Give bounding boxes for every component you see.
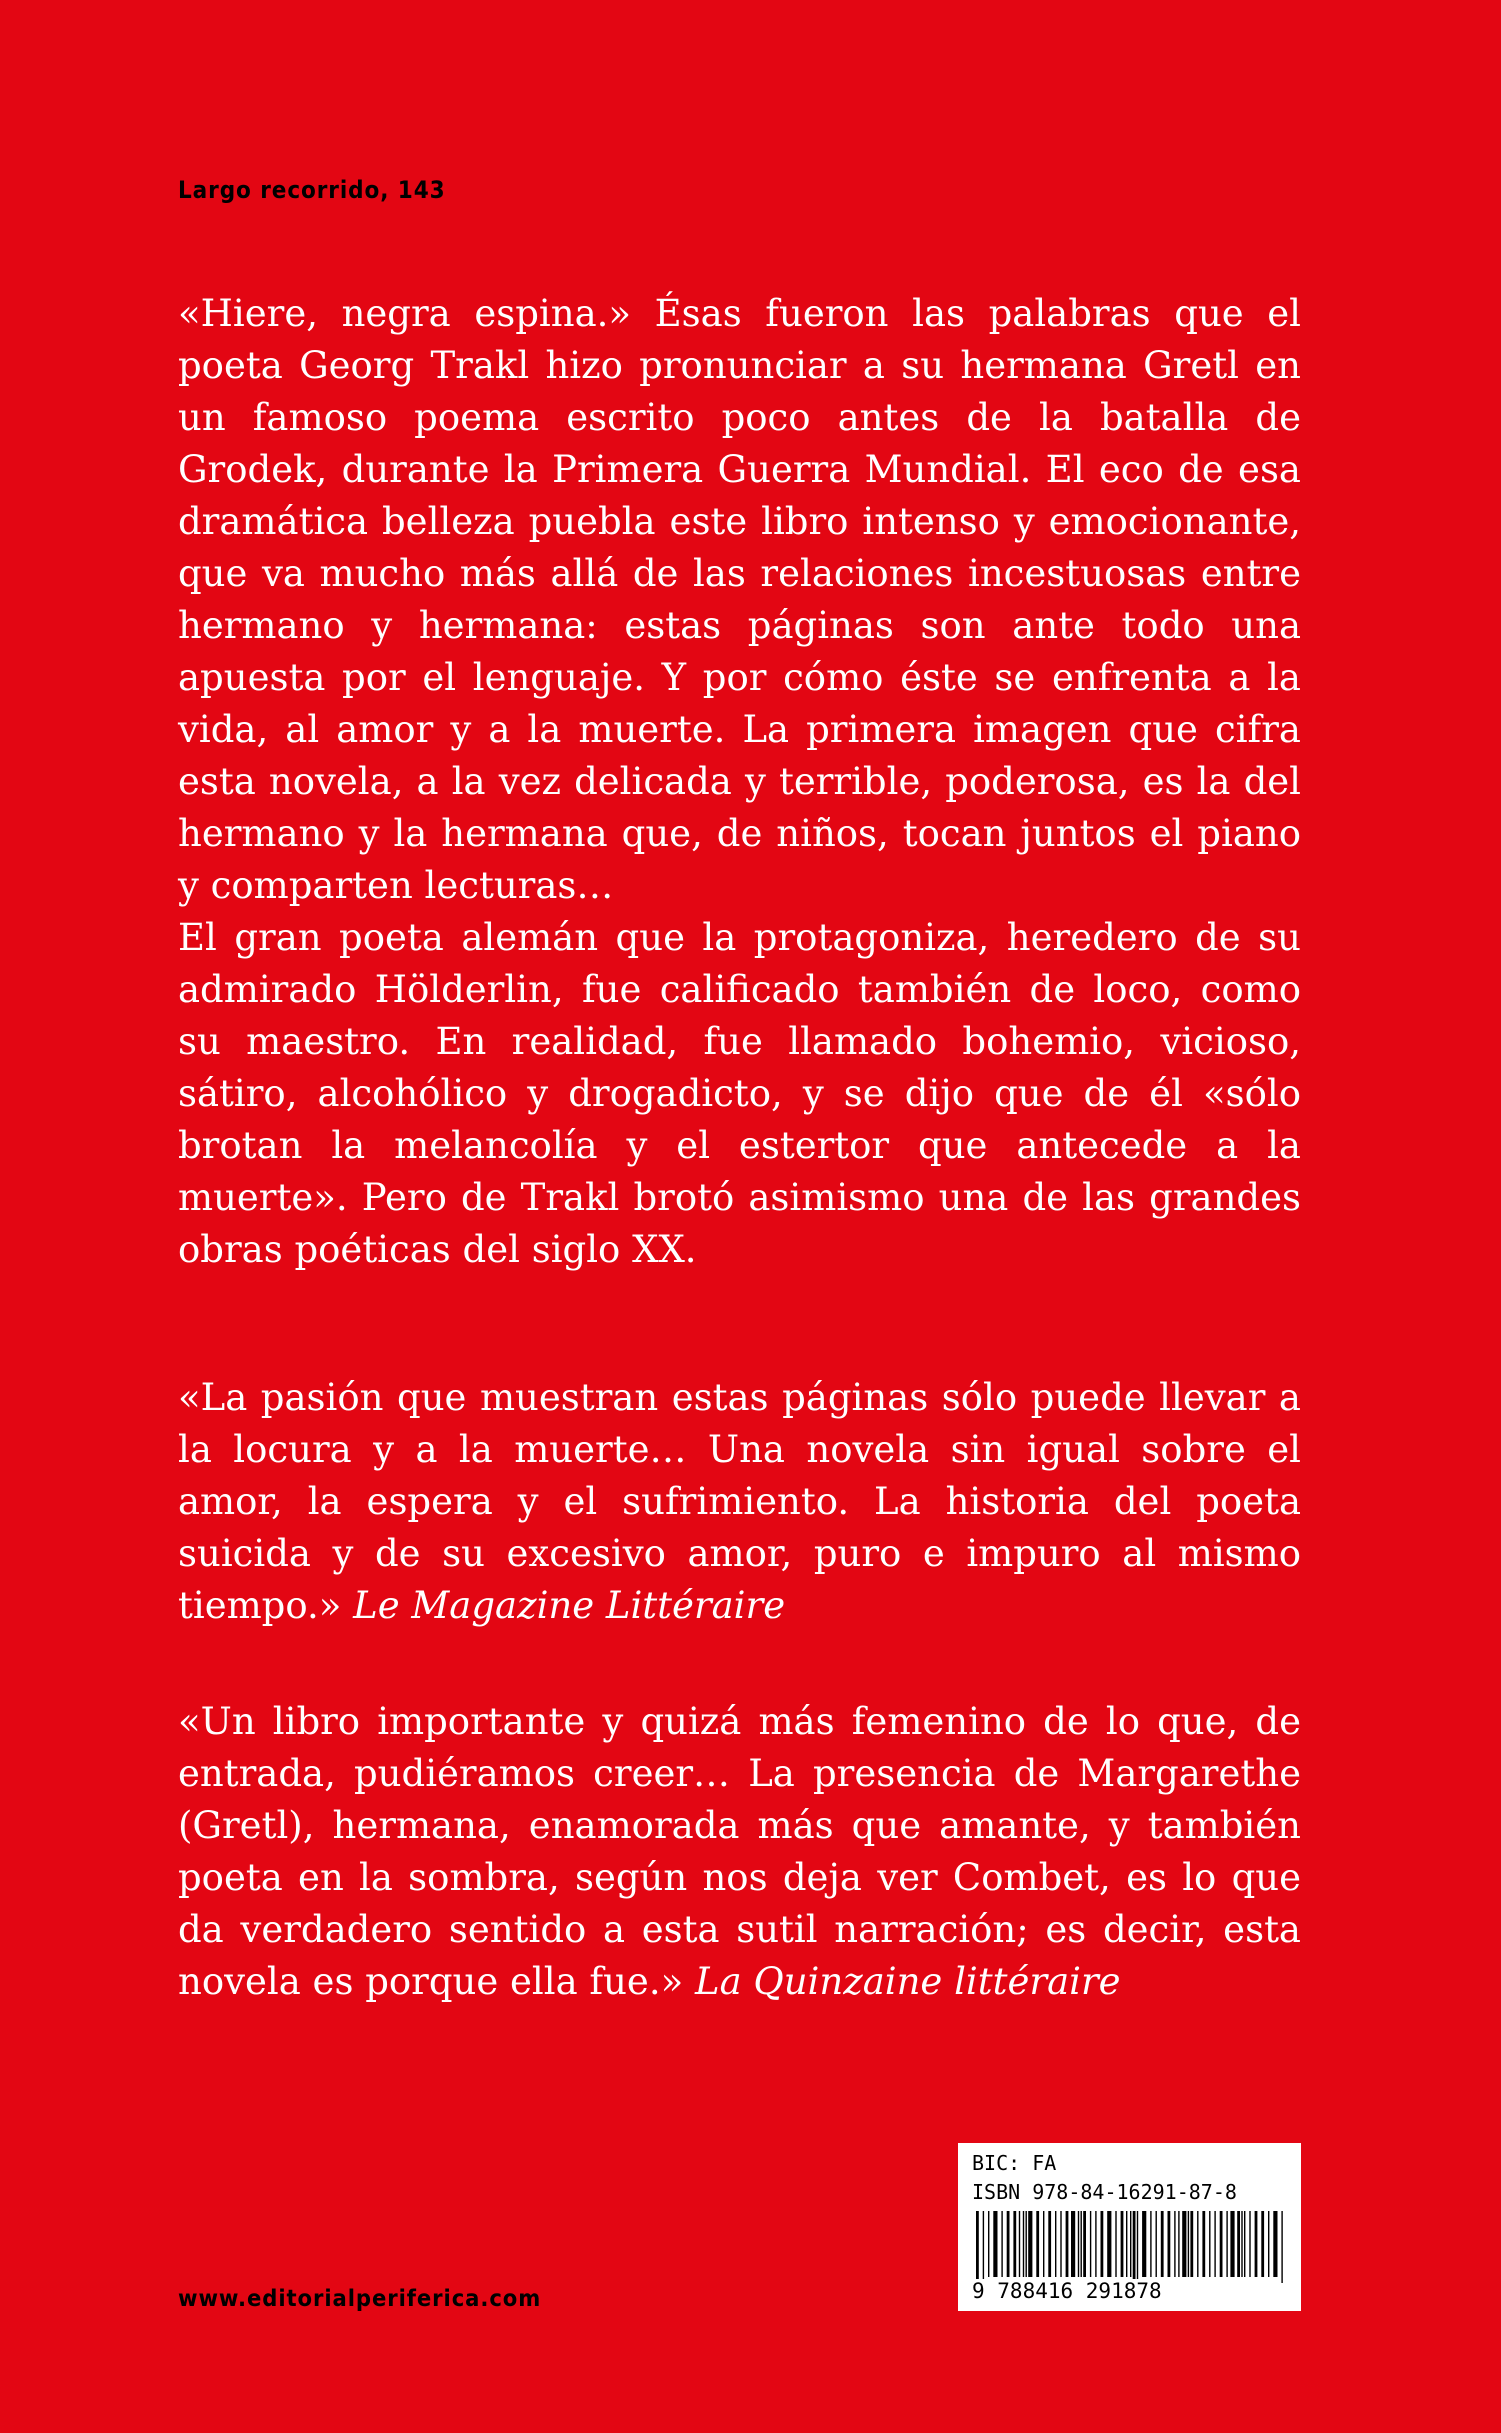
barcode-bar: [1261, 2211, 1264, 2277]
barcode-block: [958, 2143, 1301, 2311]
barcode-bar: [1237, 2211, 1240, 2277]
barcode-bar: [1281, 2211, 1282, 2283]
barcode-bar: [983, 2211, 984, 2283]
barcode-bar: [1007, 2211, 1010, 2277]
review-quote-2: [178, 1696, 1301, 2008]
barcode-bar: [1268, 2211, 1269, 2277]
review-quote-text: «Un libro importante y quizá más femenino de lo que, de entrada, pudiéramos creer… La presencia de Margarethe (Gretl), hermana, enamorada más que amante, y también poeta en la sombra, según nos deja ver Combet, es lo que da verdadero sentido a esta sutil narración; es decir, esta novela es porque ella fue.»: [178, 1700, 1301, 2003]
barcode-bar: [1066, 2211, 1069, 2277]
barcode-bar: [1083, 2211, 1086, 2277]
barcode-bar: [1156, 2211, 1157, 2277]
barcode-bar: [976, 2211, 979, 2283]
barcode-bar: [1107, 2211, 1111, 2277]
barcode-bar: [1174, 2211, 1175, 2277]
barcode-bar: [1126, 2211, 1127, 2277]
barcode-bar: [1178, 2211, 1179, 2277]
barcode-bar: [1220, 2211, 1223, 2277]
barcode-bar: [1188, 2211, 1189, 2277]
barcode-bar: [1036, 2211, 1039, 2277]
barcode-bar: [1249, 2211, 1250, 2277]
barcode-bar: [1142, 2211, 1146, 2277]
review-quote-1: [178, 1372, 1301, 1632]
barcode-bar: [1214, 2211, 1215, 2277]
blurb-paragraph-1: «Hiere, negra espina.» Ésas fueron las palabras que el poeta Georg Trakl hizo pronunciar a su hermana Gretl en un famoso poema escrito poco antes de la batalla de Grodek, durante la Primera Guerra Mundial. El eco de esa dramática belleza puebla este libro intenso y emocionante, que va mucho más allá de las relaciones incestuosas entre hermano y hermana: estas páginas son ante todo una apuesta por el lenguaje. Y por cómo éste se enfrenta a la vida, al amor y a la muerte. La primera imagen que cifra esta novela, a la vez delicada y terrible, poderosa, es la del hermano y la hermana que, de niños, tocan juntos el piano y comparten lecturas…: [178, 292, 1301, 907]
barcode-bar: [1043, 2211, 1044, 2277]
series-label: Largo recorrido, 143: [178, 176, 446, 204]
barcode-bar: [1226, 2211, 1227, 2277]
barcode-bar: [1001, 2211, 1002, 2277]
barcode-bar: [1048, 2211, 1051, 2277]
barcode-bar: [1060, 2211, 1061, 2277]
barcode-bar: [1168, 2211, 1171, 2277]
barcode-bar: [1202, 2211, 1205, 2277]
barcode-bar: [1028, 2211, 1032, 2277]
barcode-bar: [1230, 2211, 1234, 2277]
barcode-bar: [1090, 2211, 1091, 2277]
barcode-bar: [1190, 2211, 1193, 2277]
blurb: [178, 288, 1301, 1276]
barcode-bar: [993, 2211, 997, 2277]
review-quote-source: Le Magazine Littéraire: [353, 1584, 786, 1627]
barcode-bar: [1121, 2211, 1124, 2277]
barcode-bar: [1019, 2211, 1020, 2277]
barcode-bar: [1071, 2211, 1075, 2277]
review-quote-source: La Quinzaine littéraire: [695, 1960, 1121, 2003]
review-quote-text: «La pasión que muestran estas páginas sólo puede llevar a la locura y a la muerte… Una novela sin igual sobre el amor, la espera y el sufrimiento. La historia del poeta suicida y de su excesivo amor, puro e impuro al mismo tiempo.»: [178, 1376, 1301, 1627]
barcode-bar: [1081, 2211, 1082, 2277]
barcode-bar: [1130, 2211, 1131, 2277]
publisher-url[interactable]: www.editorialperiferica.com: [178, 2286, 542, 2312]
barcode-bar: [1137, 2211, 1138, 2283]
barcode-bar: [1241, 2211, 1242, 2277]
barcode-bar: [1255, 2211, 1258, 2277]
barcode-bar: [1078, 2211, 1079, 2277]
isbn-number: ISBN 978-84-16291-87-8: [972, 2180, 1237, 2204]
barcode-bar: [1150, 2211, 1151, 2277]
blurb-paragraph-2: El gran poeta alemán que la protagoniza, heredero de su admirado Hölderlin, fue calificado también de loco, como su maestro. En realidad, fue llamado bohemio, vicioso, sátiro, alcohólico y drogadicto, y se dijo que de él «sólo brotan la melancolía y el estertor que antecede a la muerte». Pero de Trakl brotó asimismo una de las grandes obras poéticas del siglo XX.: [178, 916, 1301, 1271]
barcode-bar: [1115, 2211, 1116, 2277]
barcode-bar: [1133, 2211, 1136, 2283]
barcode-bar: [1244, 2211, 1245, 2277]
barcode-bar: [1209, 2211, 1210, 2277]
barcode-digits: 9 788416 291878: [972, 2279, 1162, 2303]
bic-code: BIC: FA: [972, 2151, 1057, 2175]
barcode-bar: [1101, 2211, 1104, 2277]
barcode-bar: [1013, 2211, 1016, 2277]
barcode-bar: [1095, 2211, 1096, 2277]
barcode-bar: [1273, 2211, 1277, 2277]
barcode-bar: [1055, 2211, 1056, 2277]
barcode-bar: [1197, 2211, 1198, 2277]
barcode-bar: [1161, 2211, 1164, 2277]
barcode-bar: [1182, 2211, 1186, 2277]
barcode-bar: [1023, 2211, 1024, 2277]
barcode-bar: [1026, 2211, 1027, 2277]
barcode-bar: [988, 2211, 989, 2277]
barcode-bars: [974, 2211, 1286, 2283]
